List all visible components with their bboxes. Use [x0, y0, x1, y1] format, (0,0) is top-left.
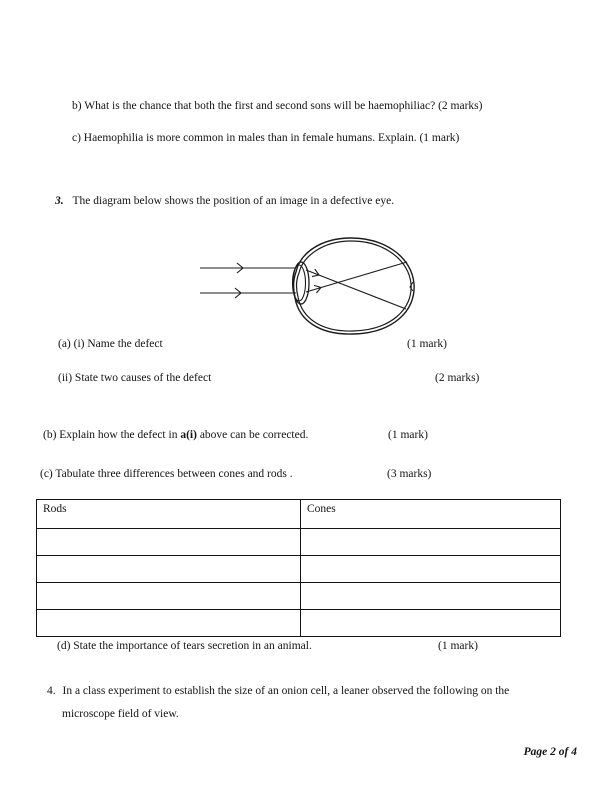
- question-3-number: 3.: [55, 195, 64, 207]
- table-cell-empty: [301, 556, 561, 583]
- table-row: [37, 529, 561, 556]
- question-3b-suffix: above can be corrected.: [196, 429, 309, 441]
- table-cell-empty: [37, 556, 301, 583]
- question-3b-emphasis: a(i): [180, 429, 197, 441]
- rods-cones-table: [36, 499, 561, 637]
- question-3c-text: (c) Tabulate three differences between cones and rods .: [40, 468, 293, 480]
- question-3d-text: (d) State the importance of tears secretion in an animal.: [57, 640, 312, 652]
- question-2b-text: b) What is the chance that both the first and second sons will be haemophiliac? (2 marks): [72, 100, 483, 112]
- question-4-number: 4.: [47, 685, 56, 697]
- table-row: [37, 583, 561, 610]
- table-cell-empty: [37, 529, 301, 556]
- table-header-rods: Rods: [37, 500, 301, 529]
- question-4-text-line1: In a class experiment to establish the size of an onion cell, a leaner observed the following on the: [62, 685, 510, 697]
- eye-lens-inner: [293, 265, 306, 301]
- table-cell-empty: [37, 583, 301, 610]
- question-3a-i-marks: (1 mark): [407, 338, 447, 350]
- question-3a-i-text: (a) (i) Name the defect: [58, 338, 163, 350]
- question-4-text-line2: microscope field of view.: [62, 708, 179, 720]
- eyeball-inner-outline: [297, 241, 412, 331]
- refracted-ray-top: [306, 270, 406, 309]
- table-cell-empty: [301, 610, 561, 637]
- question-3b-prefix: (b) Explain how the defect in: [43, 429, 181, 441]
- question-3c-marks: (3 marks): [387, 468, 432, 480]
- page-number-footer: Page 2 of 4: [523, 746, 577, 758]
- question-3a-ii-marks: (2 marks): [435, 372, 480, 384]
- question-4-line1: [47, 684, 509, 698]
- question-3d-marks: (1 mark): [438, 640, 478, 652]
- table-header-cones: Cones: [301, 500, 561, 529]
- table-header-row: [37, 500, 561, 529]
- question-3b-marks: (1 mark): [388, 429, 428, 441]
- table-row: [37, 610, 561, 637]
- question-3a-ii-text: (ii) State two causes of the defect: [58, 372, 212, 384]
- table-cell-empty: [301, 529, 561, 556]
- question-3b-text: [43, 428, 308, 442]
- table-cell-empty: [301, 583, 561, 610]
- defective-eye-ray-diagram: [190, 230, 420, 342]
- question-3-intro-line: [55, 194, 394, 208]
- table-cell-empty: [37, 610, 301, 637]
- question-2c-text: c) Haemophilia is more common in males than in female humans. Explain. (1 mark): [72, 132, 460, 144]
- question-3-intro-text: The diagram below shows the position of an image in a defective eye.: [72, 195, 395, 207]
- table-row: [37, 556, 561, 583]
